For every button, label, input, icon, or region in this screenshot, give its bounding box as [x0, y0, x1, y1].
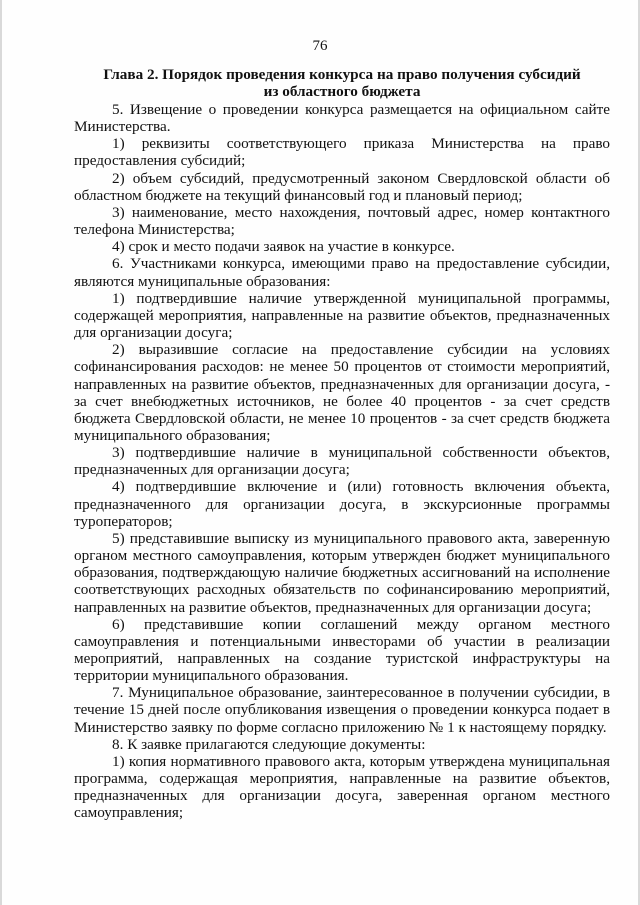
paragraph: 7. Муниципальное образование, заинтересованное в получении субсидии, в течение 15 дней после опубликования извещения о проведении конкурса подает в Министерство заявку по форме согласно приложению № 1 к настоящему порядку.: [74, 684, 610, 736]
chapter-heading: [74, 66, 610, 100]
paragraph: 8. К заявке прилагаются следующие документы:: [112, 735, 426, 753]
paragraph: 6) представившие копии соглашений между органом местного самоуправления и потенциальными инвесторами об участии в реализации мероприятий, направленных на создание туристской инфраструктуры на территории муниципального образования.: [74, 615, 610, 685]
document-body: [74, 101, 610, 822]
chapter-heading-line-1: Глава 2. Порядок проведения конкурса на право получения субсидий: [103, 66, 581, 83]
paragraph: 4) подтвердившие включение и (или) готовность включения объекта, предназначенного для организации досуга, в экскурсионные программы туроператоров;: [74, 478, 610, 530]
paragraph: 3) наименование, место нахождения, почтовый адрес, номер контактного телефона Министерства;: [74, 203, 610, 239]
chapter-heading-line-2: из областного бюджета: [263, 83, 421, 100]
paragraph: 2) объем субсидий, предусмотренный законом Свердловской области об областном бюджете на текущий финансовый год и плановый период;: [74, 169, 610, 204]
paragraph: 3) подтвердившие наличие в муниципальной собственности объектов, предназначенных для организации досуга;: [74, 444, 610, 479]
paragraph: 5. Извещение о проведении конкурса размещается на официальном сайте Министерства.: [74, 101, 610, 136]
paragraph: 4) срок и место подачи заявок на участие в конкурсе.: [112, 238, 455, 256]
paragraph: 2) выразившие согласие на предоставление субсидии на условиях софинансирования расходов: не менее 50 процентов от стоимости мероприятий, направленных на развитие объектов, предназначенных для организации досуга, - за счет внебюджетных источников, не более 40 процентов - за счет средств бюджета Свердловской области, не менее 10 процентов - за счет средств бюджета муниципального образования;: [74, 341, 610, 444]
paragraph: 1) копия нормативного правового акта, которым утверждена муниципальная программа, содержащая мероприятия, направленные на развитие объектов, предназначенных для организации досуга, заверенная органом местного самоуправления;: [74, 752, 610, 822]
scan-edge-left: [0, 0, 2, 905]
paragraph: 6. Участниками конкурса, имеющими право на предоставление субсидии, являются муниципальные образования:: [74, 255, 610, 290]
paragraph: 1) подтвердившие наличие утвержденной муниципальной программы, содержащей мероприятия, направленные на развитие объектов, предназначенных для организации досуга;: [74, 289, 610, 342]
paragraph: 1) реквизиты соответствующего приказа Министерства на право предоставления субсидий;: [74, 135, 610, 170]
paragraph: 5) представившие выписку из муниципального правового акта, заверенную органом местного самоуправления, которым утвержден бюджет муниципального образования, подтверждающую наличие бюджетных ассигнований на исполнение соответствующих расходных обязательств по софинансированию мероприятий, направленных на развитие объектов, предназначенных для организации досуга;: [74, 529, 610, 616]
page-number: 76: [312, 38, 328, 54]
